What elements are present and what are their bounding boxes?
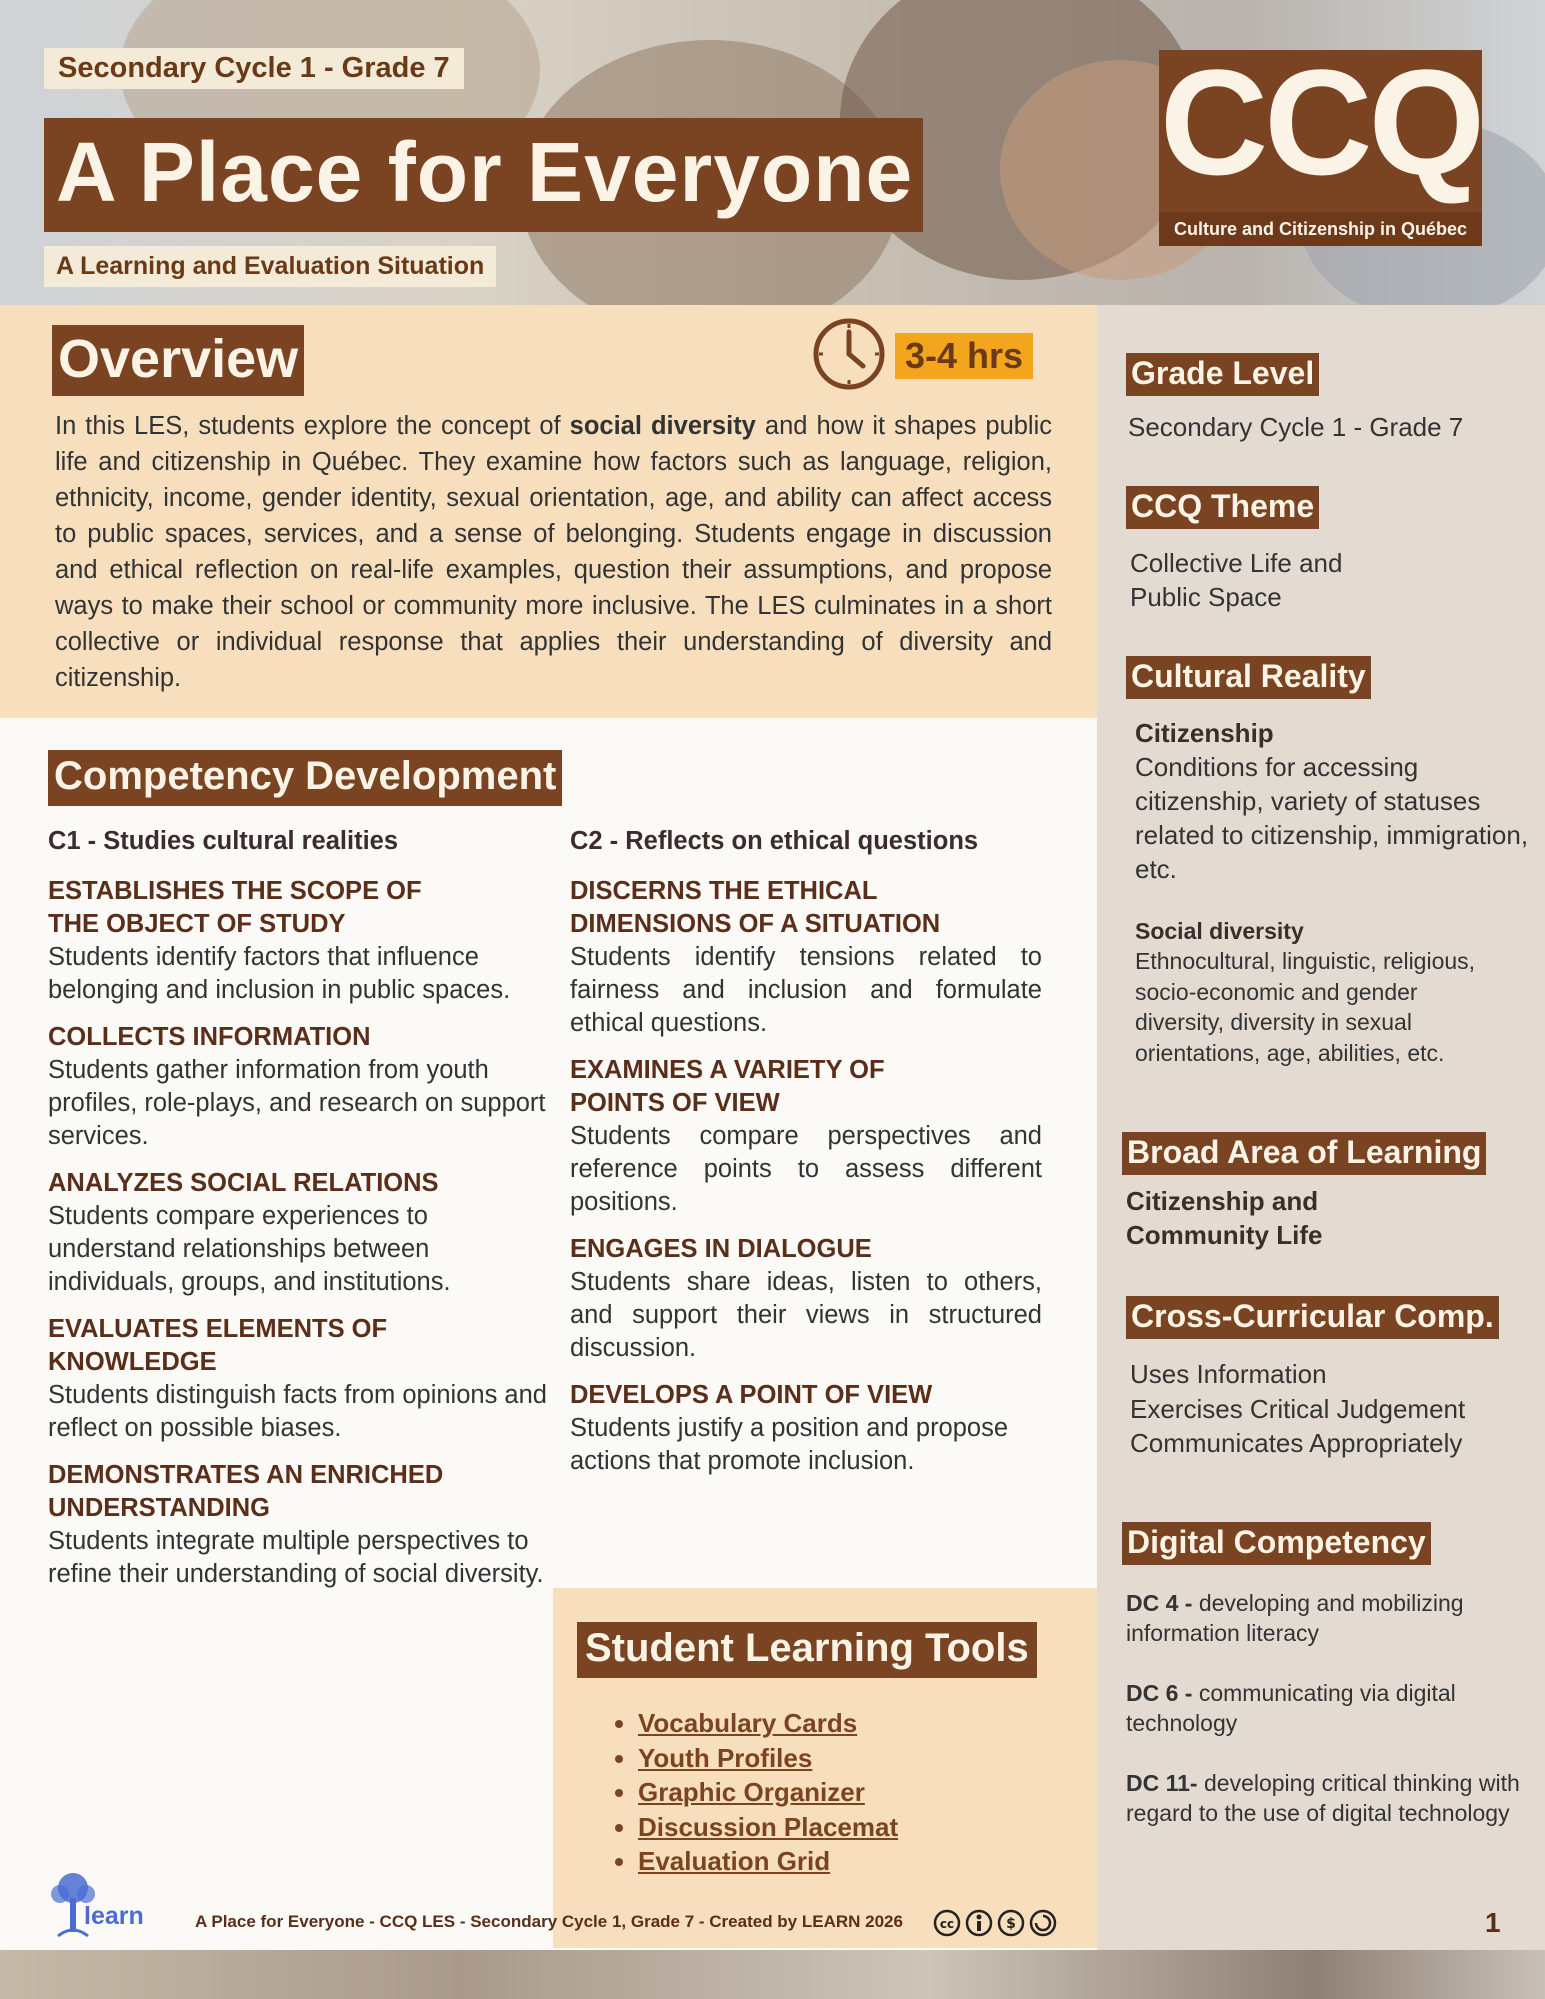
digital-competency-heading: Digital Competency	[1122, 1522, 1431, 1565]
footer-caption: A Place for Everyone - CCQ LES - Secondary Cycle 1, Grade 7 - Created by LEARN 2026	[195, 1912, 903, 1931]
broad-area-line2: Community Life	[1126, 1220, 1323, 1250]
grade-level-heading: Grade Level	[1126, 353, 1319, 396]
page-title: A Place for Everyone	[44, 118, 923, 232]
ccq-logo-subtitle: Culture and Citizenship in Québec	[1159, 212, 1482, 246]
footer-photo	[0, 1950, 1545, 1999]
competency-c2-column	[570, 825, 1042, 1492]
tool-link-graphic-organizer[interactable]: • Graphic Organizer	[638, 1775, 898, 1810]
ccq-theme-heading: CCQ Theme	[1126, 486, 1319, 529]
overview-heading: Overview	[52, 325, 304, 396]
c2-item: EXAMINES A VARIETY OF POINTS OF VIEW Students compare perspectives and reference points to assess different positions.	[570, 1056, 1042, 1216]
cross-curricular-item: Uses Information	[1130, 1359, 1327, 1389]
c2-heading: C2 - Reflects on ethical questions	[570, 827, 979, 855]
ccq-logo-text: CCQ	[1159, 38, 1482, 206]
tool-link-discussion-placemat[interactable]: • Discussion Placemat	[638, 1810, 898, 1845]
broad-area-line1: Citizenship and	[1126, 1186, 1319, 1216]
cultural-reality-heading: Cultural Reality	[1126, 656, 1371, 699]
tools-list	[578, 1706, 898, 1879]
cross-curricular-heading: Cross-Curricular Comp.	[1126, 1296, 1499, 1339]
competency-heading: Competency Development	[48, 750, 562, 806]
cross-curricular-item: Communicates Appropriately	[1130, 1428, 1463, 1458]
grade-level-text: Secondary Cycle 1 - Grade 7	[1128, 412, 1464, 442]
broad-area-heading: Broad Area of Learning	[1122, 1132, 1486, 1175]
digital-item-dc11: DC 11- developing critical thinking with regard to the use of digital technology	[1126, 1770, 1520, 1826]
competency-c1-column	[48, 825, 548, 1605]
clock-icon	[811, 316, 887, 392]
citizenship-subheading: Citizenship	[1135, 718, 1274, 748]
grade-tag: Secondary Cycle 1 - Grade 7	[44, 48, 464, 89]
page-number: 1	[1485, 1907, 1501, 1938]
c1-item: EVALUATES ELEMENTS OF KNOWLEDGE Students distinguish facts from opinions and reflect on possible biases.	[48, 1315, 547, 1442]
c1-heading: C1 - Studies cultural realities	[48, 827, 399, 855]
ccq-theme-line1: Collective Life and	[1130, 548, 1343, 578]
digital-item-dc4: DC 4 - developing and mobilizing information literacy	[1126, 1590, 1464, 1646]
citizenship-text: Conditions for accessing citizenship, variety of statuses related to citizenship, immigration, etc.	[1135, 752, 1529, 884]
ccq-theme-line2: Public Space	[1130, 582, 1282, 612]
c1-item: ESTABLISHES THE SCOPE OF THE OBJECT OF STUDY Students identify factors that influence belonging and inclusion in public spaces.	[48, 877, 511, 1004]
social-diversity-subheading: Social diversity	[1135, 918, 1304, 944]
cross-curricular-item: Exercises Critical Judgement	[1130, 1394, 1466, 1424]
les-subtitle: A Learning and Evaluation Situation	[44, 246, 496, 287]
learn-logo-text: learn	[84, 1902, 144, 1930]
duration-badge: 3-4 hrs	[895, 333, 1033, 379]
tool-link-vocabulary-cards[interactable]: • Vocabulary Cards	[638, 1706, 898, 1741]
tool-link-youth-profiles[interactable]: • Youth Profiles	[638, 1741, 898, 1776]
svg-text:$: $	[1006, 1916, 1016, 1932]
c1-item: ANALYZES SOCIAL RELATIONS Students compare experiences to understand relationships between individuals, groups, and institutions.	[48, 1169, 451, 1296]
overview-paragraph: In this LES, students explore the concept of social diversity and how it shapes public life and citizenship in Québec. They examine how factors such as language, religion, ethnicity, income, gender identity, sexual orientation, age, and ability can affect access to public spaces, services, and a sense of belonging. Students engage in discussion and ethical reflection on real-life examples, question their assumptions, and propose ways to make their school or community more inclusive. The LES culminates in a short collective or individual response that applies their understanding of diversity and citizenship.	[55, 412, 1053, 692]
svg-text:cc: cc	[939, 1917, 955, 1931]
c1-item: DEMONSTRATES AN ENRICHED UNDERSTANDING Students integrate multiple perspectives to refine their understanding of social diversity.	[48, 1461, 544, 1588]
c2-item: DISCERNS THE ETHICAL DIMENSIONS OF A SITUATION Students identify tensions related to fairness and inclusion and formulate ethical questions.	[570, 877, 1042, 1037]
c2-item: ENGAGES IN DIALOGUE Students share ideas, listen to others, and support their views in structured discussion.	[570, 1235, 1042, 1362]
digital-item-dc6: DC 6 - communicating via digital technology	[1126, 1680, 1456, 1736]
c1-item: COLLECTS INFORMATION Students gather information from youth profiles, role-plays, and research on support services.	[48, 1023, 546, 1150]
c2-item: DEVELOPS A POINT OF VIEW Students justify a position and propose actions that promote inclusion.	[570, 1381, 1009, 1475]
overview-emphasis: social diversity	[569, 412, 756, 440]
tools-heading: Student Learning Tools	[577, 1622, 1037, 1678]
social-diversity-text: Ethnocultural, linguistic, religious, socio-economic and gender diversity, diversity in sexual orientations, age, abilities, etc.	[1135, 948, 1476, 1066]
tool-link-evaluation-grid[interactable]: • Evaluation Grid	[638, 1844, 898, 1879]
creative-commons-icon	[932, 1908, 1064, 1938]
